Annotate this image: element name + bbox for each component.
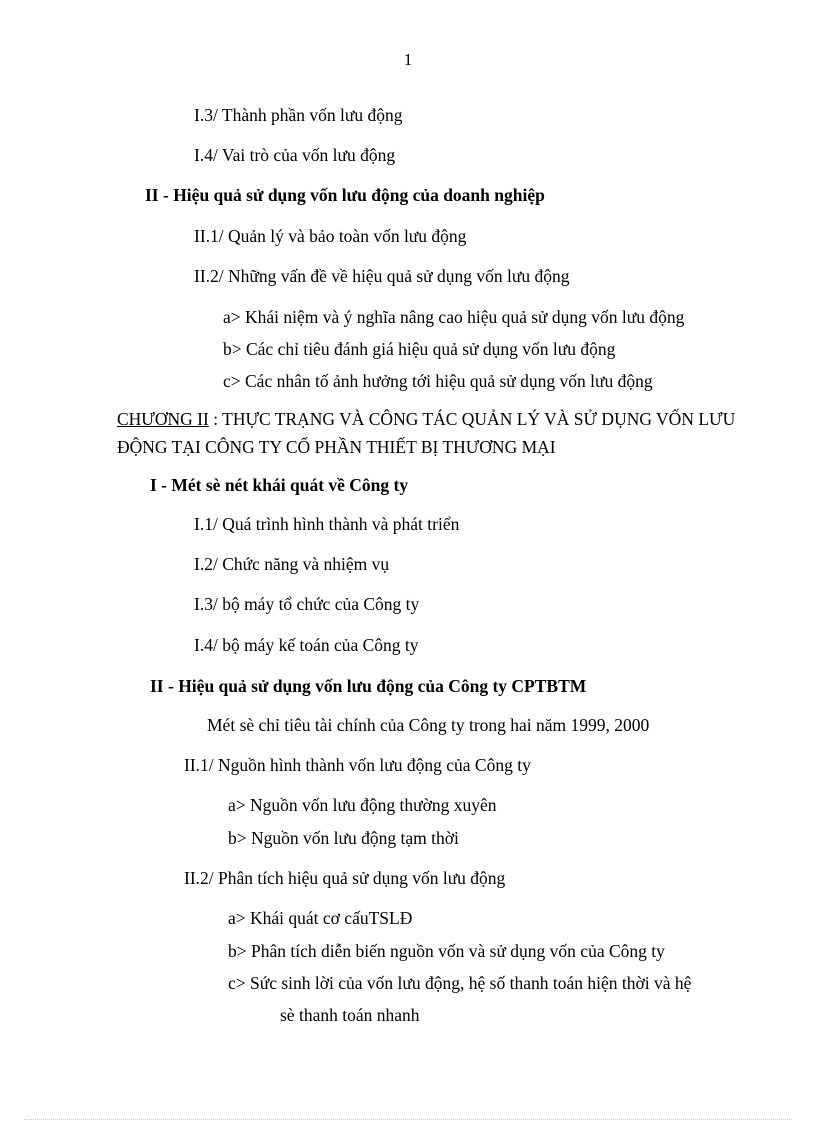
toc-entry-ii-1: II.1/ Quản lý và bảo toàn vốn lưu động [194,226,467,246]
toc-entry-ii-1b: II.1/ Nguồn hình thành vốn lưu động của Công ty [184,755,531,775]
toc-subentry-c3: c> Sức sinh lời của vốn lưu động, hệ số thanh toán hiện thời và hệ [228,973,692,993]
toc-note-indicators: Mét sè chỉ tiêu tài chính của Công ty trong hai năm 1999, 2000 [207,715,650,735]
toc-entry-ii-2b: II.2/ Phân tích hiệu quả sử dụng vốn lưu động [184,868,506,888]
page-number: 1 [403,50,413,69]
toc-subentry-c: c> Các nhân tố ảnh hưởng tới hiệu quả sử dụng vốn lưu động [223,371,653,391]
chapter-title-part-1: : THỰC TRẠNG VÀ CÔNG TÁC QUẢN LÝ VÀ SỬ DỤNG VỐN LƯU [208,409,736,429]
toc-heading-i: I - Mét sè nét khái quát về Công ty [150,475,409,495]
toc-entry-i-4: I.4/ Vai trò của vốn lưu động [194,145,396,165]
toc-entry-i-3b: I.3/ bộ máy tổ chức của Công ty [194,594,420,614]
toc-entry-i-1: I.1/ Quá trình hình thành và phát triển [194,514,460,534]
toc-subentry-a2: a> Nguồn vốn lưu động thường xuyên [228,795,497,815]
toc-entry-i-4b: I.4/ bộ máy kế toán của Công ty [194,635,419,655]
page-bottom-rule [24,1119,792,1120]
chapter-label: CHƯƠNG II [117,409,209,429]
toc-heading-ii-b: II - Hiệu quả sử dụng vốn lưu động của Công ty CPTBTM [150,676,587,696]
toc-entry-ii-2: II.2/ Những vấn đề về hiệu quả sử dụng vốn lưu động [194,266,570,286]
toc-heading-ii: II - Hiệu quả sử dụng vốn lưu động của doanh nghiệp [145,185,545,205]
chapter-heading-line-1 [117,408,735,430]
toc-entry-i-3: I.3/ Thành phần vốn lưu động [194,105,403,125]
toc-subentry-b: b> Các chỉ tiêu đánh giá hiệu quả sử dụng vốn lưu động [223,339,616,359]
chapter-heading-line-2: ĐỘNG TẠI CÔNG TY CỔ PHẦN THIẾT BỊ THƯƠNG MẠI [117,437,556,457]
toc-subentry-a: a> Khái niệm và ý nghĩa nâng cao hiệu quả sử dụng vốn lưu động [223,307,685,327]
toc-subentry-a3: a> Khái quát cơ cấuTSLĐ [228,908,413,928]
toc-entry-i-2: I.2/ Chức năng và nhiệm vụ [194,554,390,574]
toc-subentry-c3-continued: sè thanh toán nhanh [280,1005,420,1025]
toc-subentry-b3: b> Phân tích diễn biến nguồn vốn và sử dụng vốn của Công ty [228,941,665,961]
toc-subentry-b2: b> Nguồn vốn lưu động tạm thời [228,828,459,848]
